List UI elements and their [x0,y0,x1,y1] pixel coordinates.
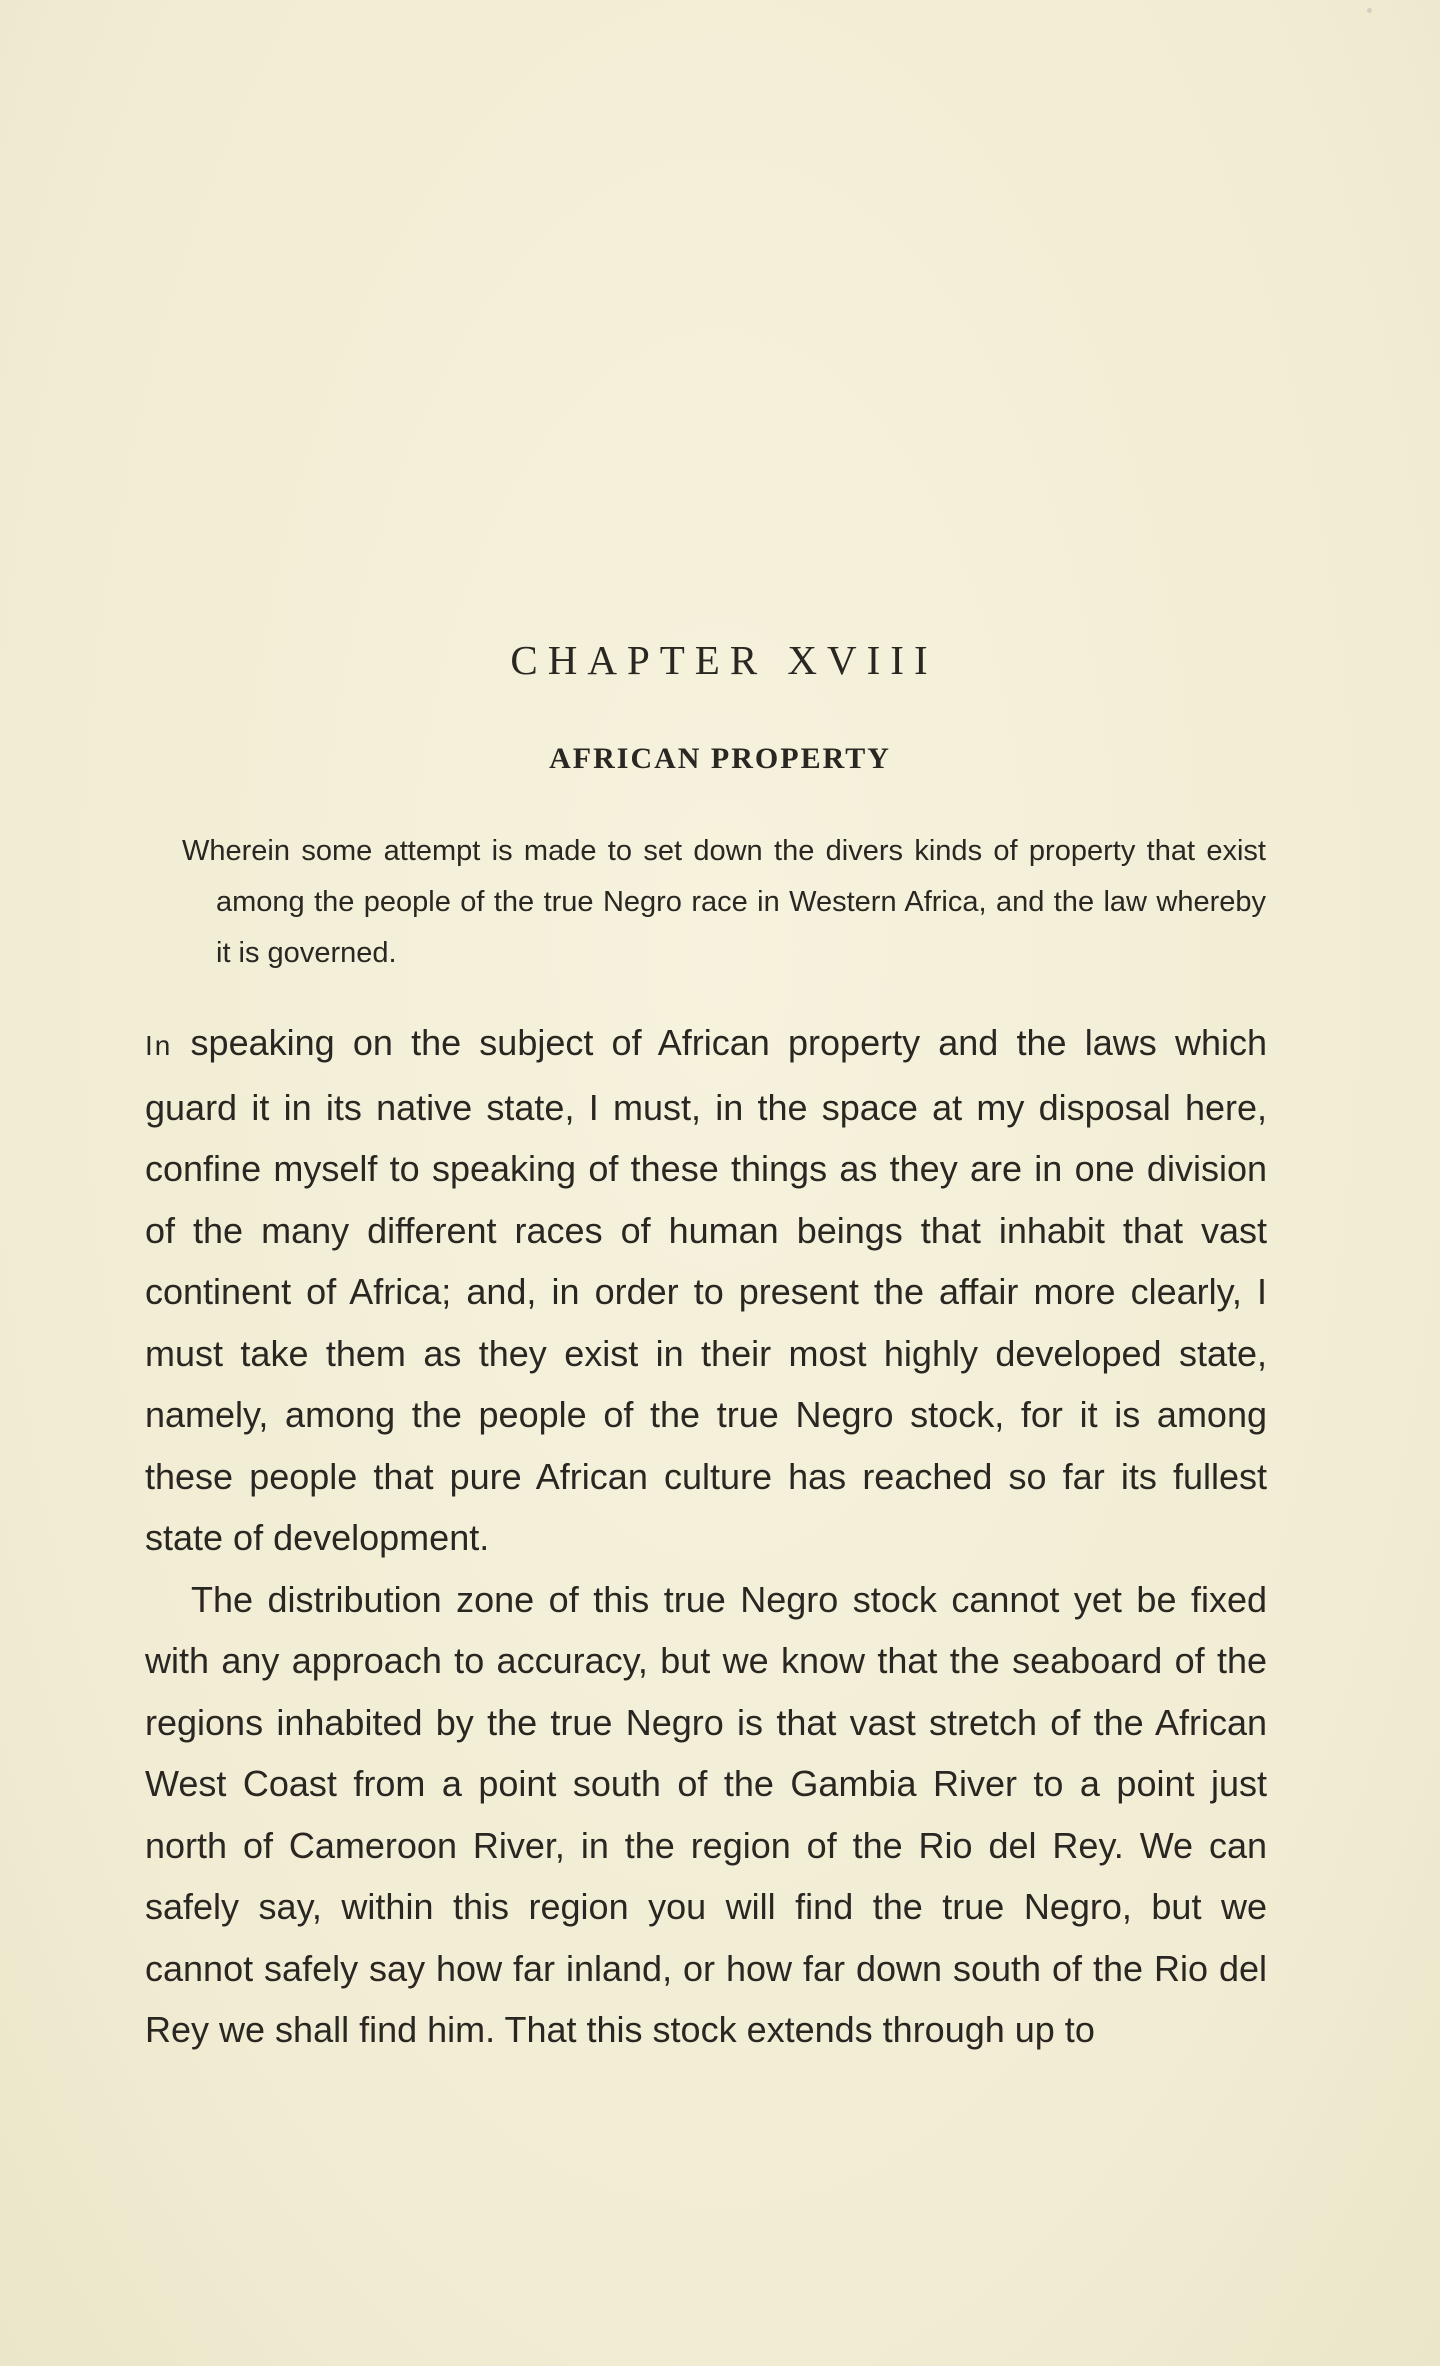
body-text [145,1012,1267,2061]
chapter-heading: CHAPTER XVIII [510,637,938,683]
paragraph-1-text: speaking on the subject of African property and the laws which guard it in its native state, I must, in the space at my disposal here, confine myself to speaking of these things as they are in one division of the many different races of human beings that inhabit that vast continent of Africa; and, in order to present the affair more clearly, I must take them as they exist in their most highly developed state, namely, among the people of the true Negro stock, for it is among these people that pure African culture has reached so far its fullest state of development. [145,1022,1267,1558]
paragraph-1 [145,1012,1267,1569]
paragraph-2: The distribution zone of this true Negro stock cannot yet be fixed with any approach to accuracy, but we know that the seaboard of the regions inhabited by the true Negro is that vast stretch of the African West Coast from a point south of the Gambia River to a point just north of Cameroon River, in the region of the Rio del Rey. We can safely say, within this region you will find the true Negro, but we cannot safely say how far inland, or how far down south of the Rio del Rey we shall find him. That this stock extends through up to [145,1578,1267,2050]
chapter-synopsis: Wherein some attempt is made to set down the divers kinds of property that exist among the people of the true Negro race in Western Africa, and the law whereby it is governed. [182,835,1266,969]
paper-speck [1367,8,1372,13]
paragraph-1-lead: In [145,1030,173,1061]
chapter-title: AFRICAN PROPERTY [549,742,891,775]
